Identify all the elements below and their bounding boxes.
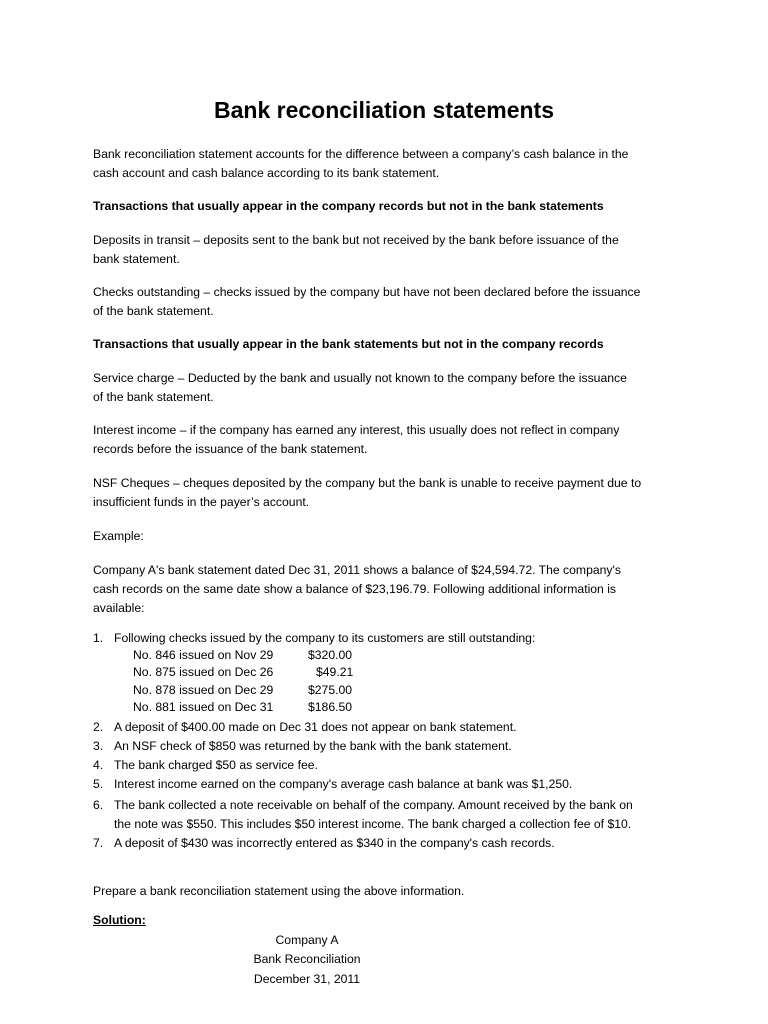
solution-date: December 31, 2011 xyxy=(253,972,361,986)
list-item-text: the note was $550. This includes $50 interest income. The bank charged a collection fee of $10. xyxy=(114,817,632,831)
deposits-in-transit-line-2: bank statement. xyxy=(93,252,180,266)
interest-income-line-1: Interest income – if the company has earned any interest, this usually does not reflect in company xyxy=(93,423,620,437)
check-amount: $275.00 xyxy=(308,683,353,697)
nsf-cheques-line-2: insufficient funds in the payer’s account. xyxy=(93,495,310,509)
service-charge-line-2: of the bank statement. xyxy=(93,390,214,404)
check-amount: $49.21 xyxy=(316,665,354,679)
checks-outstanding-line-1: Checks outstanding – checks issued by the company but have not been declared before the issuance xyxy=(93,285,641,299)
list-item-text: A deposit of $400.00 made on Dec 31 does not appear on bank statement. xyxy=(114,720,517,734)
example-text-line-1: Company A's bank statement dated Dec 31, 2011 shows a balance of $24,594.72. The company's xyxy=(93,563,621,577)
solution-label: Solution: xyxy=(93,913,146,927)
section-heading-bank-statements: Transactions that usually appear in the bank statements but not in the company records xyxy=(93,337,604,351)
section-heading-company-records: Transactions that usually appear in the company records but not in the bank statements xyxy=(93,199,604,213)
list-item-number: 3. xyxy=(93,739,104,753)
list-item-text: A deposit of $430 was incorrectly entered as $340 in the company's cash records. xyxy=(114,836,555,850)
check-description: No. 881 issued on Dec 31 xyxy=(133,700,274,714)
list-item-text: The bank collected a note receivable on behalf of the company. Amount received by the bank on xyxy=(114,798,633,812)
interest-income-line-2: records before the issuance of the bank statement. xyxy=(93,442,368,456)
check-description: No. 875 issued on Dec 26 xyxy=(133,665,274,679)
check-amount: $320.00 xyxy=(308,648,353,662)
list-item-text: Following checks issued by the company to its customers are still outstanding: xyxy=(114,631,536,645)
prepare-instruction: Prepare a bank reconciliation statement using the above information. xyxy=(93,884,465,898)
check-description: No. 846 issued on Nov 29 xyxy=(133,648,274,662)
example-label: Example: xyxy=(93,529,144,543)
list-item-number: 1. xyxy=(93,631,104,645)
deposits-in-transit-line-1: Deposits in transit – deposits sent to the bank but not received by the bank before issuance of the xyxy=(93,233,619,247)
page-title: Bank reconciliation statements xyxy=(214,97,554,123)
list-item-number: 5. xyxy=(93,777,104,791)
list-item-number: 4. xyxy=(93,758,104,772)
example-text-line-2: cash records on the same date show a balance of $23,196.79. Following additional information is xyxy=(93,582,617,596)
intro-line-1: Bank reconciliation statement accounts for the difference between a company’s cash balance in the xyxy=(93,147,629,161)
check-description: No. 878 issued on Dec 29 xyxy=(133,683,274,697)
service-charge-line-1: Service charge – Deducted by the bank and usually not known to the company before the issuance xyxy=(93,371,627,385)
intro-line-2: cash account and cash balance according to its bank statement. xyxy=(93,166,440,180)
list-item-number: 6. xyxy=(93,798,104,812)
nsf-cheques-line-1: NSF Cheques – cheques deposited by the company but the bank is unable to receive payment due to xyxy=(93,476,642,490)
list-item-text: Interest income earned on the company's average cash balance at bank was $1,250. xyxy=(114,777,573,791)
list-item-text: An NSF check of $850 was returned by the bank with the bank statement. xyxy=(114,739,512,753)
checks-outstanding-line-2: of the bank statement. xyxy=(93,304,214,318)
solution-statement-title: Bank Reconciliation xyxy=(253,952,361,966)
example-text-line-3: available: xyxy=(93,601,145,615)
list-item-number: 7. xyxy=(93,836,104,850)
list-item-text: The bank charged $50 as service fee. xyxy=(114,758,318,772)
list-item-number: 2. xyxy=(93,720,104,734)
check-amount: $186.50 xyxy=(308,700,353,714)
solution-company-name: Company A xyxy=(275,933,339,947)
